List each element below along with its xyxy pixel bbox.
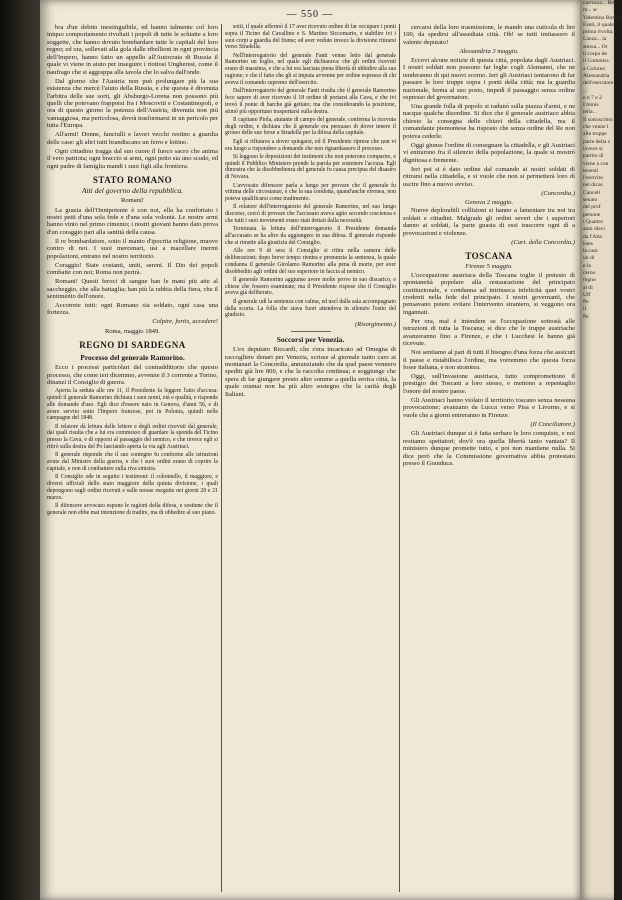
strip-text-line: Uff [583,291,591,298]
paragraph: Il re bombardatore, sotto il manto d'ipocrita religione, muove contro di noi. I suoi mercenari, usi a macellare inermi popolazioni, entrano nel nostro territorio. [47,237,218,260]
paragraph: Il Consiglio ode in seguito i testimoni: il colonnello, il maggiore, e diversi ufficiali dello stato maggiore della quinta divisione, i quali depongono sugli ordini ricevuti e sulle mosse eseguite nei giorni 20 e 21 marzo. [47,474,218,501]
strip-text-line: Cancell [583,189,601,196]
paragraph: Dall'interrogatorio del generale Fanti risulta che il generale Ramorino fece sapere di aver ricevuto il 18 ordine di portarsi alla Cava, e che ivi trovò il ponte di barche già gettato; ma che considerando la posizione, stimò più opportuno trasportarsi sulla destra. [225,88,396,115]
strip-text-line: invece si [583,145,603,152]
strip-text-line: I minis [583,102,599,109]
section-heading-toscana: TOSCANA [465,251,513,262]
article-signature: (Risorgimento.) [354,320,396,328]
strip-text-line: l'esercito [583,175,603,182]
strip-text-line: Alessandria [583,72,610,79]
paragraph: Alle ore 9 di sera il Consiglio si ritira nella camera delle deliberazioni; dopo breve tempo rientra e pronunzia la sentenza, la quale condanna il generale Girolamo Ramorino alla pena di morte, per aver disobbedito agli ordini del suo superiore in faccia al nemico. [225,248,396,275]
salutation: Romani! [121,197,144,205]
strip-text-line: ... [583,87,588,94]
paragraph: Gli Austriaci hanno violato il territorio toscano senza nessuna provocazione; avanzano da Lucca verso Pisa e Livorno, e si vuole che a giorni entreranno in Firenze. [403,396,575,419]
strip-text-line: istes [583,240,593,247]
paragraph: Nell'interrogatorio del generale Fanti venne letto dal generale Ramorino un foglio, nel quale egli dichiarava: che gli ordini ricevuti erano di massima, e che a lui era lasciata piena libertà di ubbidire alla sua ragione; e che il fatto che gli si imputa avvenne per ordine espresso di chi aveva il comando supremo dell'esercito. [225,52,396,86]
column-1 [47,24,218,892]
strip-text-line: Lanza... la [583,36,607,43]
paragraph: Eccovi alcune notizie di questa città, popolata dagli Austriaci. I nostri soldati non possono far leghe cogli Alemanni, che ne tenderanno di qui nuovi scorno. Ieri gli Austriaci tentarono di far passare le loro truppe sopra i ponti della città; ma la guardia nazionale, ferma al suo posto, impedì il passaggio senza ordine espresso del governatore. [403,56,575,102]
strip-text-line: un di [583,255,595,262]
paragraph: Oggi, sull'invasione austriaca, tutto compromettono il prestigio dei Toscani a loro stesso, e mettono a repentaglio l'onore del nostro paese. [403,373,575,395]
strip-text-line: regno [583,277,596,284]
strip-text-line: senato [583,197,598,204]
column-3 [403,24,575,892]
strip-text-line: da l'Alta [583,233,602,240]
strip-text-line: tenenti [583,167,599,174]
strip-text-line: alle truppe [583,131,607,138]
strip-text-line: al di [583,284,593,291]
strip-text-line: carrozza... Bro [583,0,616,6]
article-signature: (Cart. della Concordia.) [511,238,575,246]
paragraph: La grazia dell'Onnipotente è con noi, ella ha confortato i nostri petti d'una sola fede e d'una sola volontà. Le nostre armi hanno vinto nel primo cimento; i nostri giovani hanno dato prova d'un coraggio pari alla santità della causa. [47,206,218,236]
strip-text-line: il [583,306,587,313]
strip-text-line: a Colorno [583,65,606,72]
column-2 [225,24,396,892]
article-signature: (Il Conciliatore.) [530,420,575,428]
paragraph: bra d'un debito inestinguibile, ed hanno talmente col loro iniquo comportamento rivoltati i popoli di tutte le schiatte a loro soggette, che hanno dovuto bombardare tutte le capitali del loro regno; ed ora, sollevati alla gola dalle ribellioni in ogni provincia dell'Impero, hanno fatto un appello all'Autocrata di Russia il quale vi viene in aiuto per inseguire i riottosi Ungheresi, come il naufrago che si aggrappa alla tavola che lo salva dall'onde. [47,24,218,76]
separator-rule [291,331,331,332]
paragraph: Il capitano Piola, aiutante di campo del generale, conferma la ricevuta degli ordini, e dichiara che il generale era persuaso di dover tenere il grosso delle sue forze a Stradella per la difesa della capitale. [225,116,396,137]
strip-text-line: che venne l [583,124,609,131]
strip-text-line: e n 7 e 2 [583,94,602,101]
paragraph: Nuove deplorabili collisioni si hanno a lamentare tra noi tra soldati e cittadini. Malgrado gli ordini severi che i superiori danno ai soldati, la parte guasta di essi trascorre ogni dì a provocazioni e violenze. [403,207,575,237]
strip-text-line: Fanti, il quale [583,21,614,28]
strip-text-line: cerno [583,269,596,276]
strip-text-line: viene a con [583,160,609,167]
paragraph: Romani! Questi feroci di sangue han le mani più atte al saccheggio, che alla battaglia; han più la rabbia della fiera, che il sentimento dell'onore. [47,278,218,301]
strip-text-line: partito di [583,153,604,160]
strip-text-line: anni dieci [583,226,605,233]
paragraph: Una grande folla di popolo si radunò sulla piazza d'armi, e ne nacque qualche disordine. Si dice che il generale austriaco abbia chiesto la consegna delle chiavi della cittadella, ma il comandante piemontese ha risposto che senza ordine del Re non poteva cederle. [403,103,575,140]
column-divider-1 [221,24,222,892]
paragraph: Coraggio! Siate costanti, uniti, sereni. Il Dio dei popoli combatte con noi; Roma non perirà. [47,261,218,277]
paragraph: Il generale udì la sentenza con calma, ed uscì dalla sala accompagnato dalla scorta. La folla che stava fuori attendeva in silenzio l'esito del giudizio. [225,298,396,319]
strip-text-line: Pe [583,313,589,320]
paragraph: Dal giorno che l'Austria non può prolungare più la sua esistenza che mercè l'aiuto della Russia, e che questa è divenuta l'arbitra delle sue sorti, gli Absburgo-Lorena non possono più quelli che potevano frapporsi fra i Moscoviti e Costantinopoli, e ora di questo giorno la potenza dell'Austria, divenuta non più vantaggiosa, ma pericolosa, dovrà trasformarsi in un pericolo per tutta l'Europa. [47,77,218,130]
strip-text-line: parte della s [583,138,611,145]
paragraph: Terminata la lettura dell'interrogatorio il Presidente domanda all'accusato se ha altro da aggiungere in sua difesa. Il generale risponde che si rimette alla giustizia del Consiglio. [225,226,396,246]
paragraph: Il relatore dell'interrogatorio del generale Ramorino, nel suo lungo discorso, cercò di provare che l'accusato aveva agito secondo coscienza e che tutti i suoi movimenti erano stati dettati dalla necessità. [225,204,396,225]
proclamation-motto: Colpire, fortis, accedere! [152,318,218,326]
paragraph: Ogni cittadino tragga dal suo cuore il fuoco sacro che anima il vero patriota; ogni braccio si armi, ogni petto sia uno scudo, ed ogni padre di famiglia mandi i suoi figli alla frontiera. [47,147,218,170]
paragraph: Il relatore dà lettura delle lettere e degli ordini ricevuti dal generale, dai quali risulta che a lui era commesso di guardare la sponda del Ticino presso la Cava, e di opporsi al passaggio del nemico, e che invece egli si ritirò sulla destra del Po lasciando aperta la via agli Austriaci. [47,423,218,451]
subheading-atti: Atti del governo della repubblica. [81,186,184,196]
newspaper-page [40,0,580,900]
paragraph: cercarsi della loro trasmissione, le mando una cuticula di lire 100, da spedirsi all'assediata città. Oh! se tutti imitassero il valente deputato! [403,24,575,46]
page-number: — 550 — [286,9,334,20]
paragraph: L'ex deputato Riccardi, che s'era incaricato ad Omegna di raccogliere denari per Venezia, scrisse al giornale tanto caro ai montanari la Concordia, annunziando che da quel paese vennero spediti già lire 800, e che la raccolta continua; e soggiunge che spera di far giungere presto altre somme a quella eroica città, la quale oramai non ha più altro sostegno che la carità degli Italiani. [225,346,396,398]
strip-text-line: tella... [583,109,597,116]
strip-text-line: prima rivolta. [583,29,614,36]
strip-text-line: i Quattro [583,218,604,225]
paragraph: Noi sentiamo al pari di tutti il bisogno d'una forza che assicuri il paese e ristabilisca l'ordine, ma vorremmo che questa forza fosse italiana, e non straniera. [403,349,575,372]
book-binding-gutter [0,0,40,900]
strip-text-line: la cam [583,248,598,255]
paragraph: Il generale Ramorino aggiunse avere molte prove in suo discarico, e chiese che fossero esaminate; ma il Presidente rispose che il Consiglio aveva già deliberato. [225,276,396,297]
strip-text-line: re... sc [583,7,598,14]
subheading-soccorsi: Soccorsi per Venezia. [276,335,345,345]
adjacent-page-strip [580,0,622,900]
paragraph: L'avvocato difensore parla a lungo per provare che il generale fu vittima delle circostanze, e che la sua condotta, quand'anche erronea, non poteva qualificarsi come tradimento. [225,182,396,203]
strip-text-line: persone [583,211,601,218]
paragraph: Il generale risponde che il suo contegno fu conforme alle istruzioni avute dal Ministro della guerra, e che i suoi ordini erano di coprire la capitale, e non di combattere sulla riva sinistra. [47,452,218,472]
strip-text-line: Valentino Bomba [583,14,622,21]
strip-text-line: il corpo de [583,51,607,58]
section-heading-regno-sardegna: REGNO DI SARDEGNA [79,340,186,351]
paragraph: Ecco i processi particolari del contraddittorio che questo processo, che come ieri dicemmo, avvenne il 3 corrente a Torino, dinanzi il Consiglio di guerra. [47,364,218,387]
dateline: Firenze 5 maggio. [465,263,513,271]
paragraph: Accorrete tutti: ogni Romano sia soldato, ogni casa una fortezza. [47,302,218,317]
paragraph: L'occupazione austriaca della Toscana toglie il pretesto di spontaneità popolare alla restaurazione del principato costituzionale, e condanna ad intrinseca infelicità quei vostri credenti nella fede del principato. I nostri governanti, che pensavano potere evitare l'intervento straniero, si veggono ora ingannati. [403,271,575,316]
paragraph: Aperta la seduta alle ore 11, il Presidente fa leggere l'atto d'accusa: quindi il generale Ramorino dichiara i suoi nomi, età e qualità, e risponde alle domande d'uso. Egli dice d'essere nato in Genova, d'anni 56, e di avere servito sotto l'Impero francese, poi in Polonia, quindi nelle campagne del 1848. [47,388,218,422]
paragraph: Oggi giunse l'ordine di consegnare la cittadella, e gli Austriaci vi entrarono fra il silenzio della popolazione, la quale si mostrò dignitosa e fremente. [403,141,575,164]
strip-text-line: e la [583,262,591,269]
strip-text-line: Pe [583,299,589,306]
paragraph: sotti, il quale affermò il 17 aver ricevuto ordine di far occupare i ponti sopra il Ticino dal Cavallino e S. Martino Siccomario, e stabilire ivi i suoi corpi a guardia del fiume; ed aver veduto invece la divisione ritirarsi verso Stradella. [225,24,396,51]
paragraph: Egli si rifiutava a dover spiegarsi, ed il Presidente riprese che non vi era luogo a rispondere a domande che non riguardassero il processo. [225,138,396,152]
paragraph: Ieri poi si è dato ordine dal comando ai nostri soldati di ritirarsi nella cittadella, e si vuole che non si permetterà loro di uscire fino a nuovo avviso. [403,165,575,188]
strip-text-line: dell'esecutore [583,80,614,87]
proclamation-date: Roma, maggio 1849. [105,327,160,335]
strip-text-line: del prof [583,204,601,211]
subheading-processo: Processo del generale Ramorino. [80,353,185,363]
paragraph: Il difensore avvocato espone le ragioni della difesa, e sostiene che il generale non ebbe mai intenzione di tradire, ma di obbedire al suo piano. [47,502,218,516]
paragraph: Gli Austriaci dunque si è fatta serbare le loro conquiste, e noi restiamo spettatori; dov'è ora quella libertà tanto vantata? Il ministero dunque promette tutto, e poi non mantiene nulla. Si dice però che la Commissione governativa abbia protestato presso il Granduca. [403,430,575,468]
dateline: Alessandria 3 maggio. [459,48,519,56]
section-heading-stato-romano: STATO ROMANO [92,175,173,186]
strip-text-line: nel dicas [583,182,603,189]
strip-text-line: il Commiss [583,58,609,65]
paragraph: All'armi! Donne, fanciulli e lavori vecchi restino a guardia delle case: gli altri tutti brandiscano un ferro e lottino. [47,131,218,146]
strip-text-line: Il sottoscritto [583,116,613,123]
paragraph: Per ora, mal è intendere se l'occupazione sottostà alle istruzioni di tutta la Toscana; si dice che le truppe austriache avanzeranno fino a Firenze, e che i Lucchesi le hanno già ricevute. [403,317,575,348]
article-signature: (Concordia.) [541,189,575,197]
column-divider-2 [399,24,400,892]
paragraph: Si leggono le deposizioni dei testimoni che non poterono comparire, e quindi il Pubblico Ministero prende la parola per sostenere l'accusa. Egli dimostra che la disobbedienza del generale fu causa precipua del disastro di Novara. [225,153,396,181]
strip-text-line: stessa... Or [583,43,608,50]
dateline: Genova 2 maggio. [464,198,514,206]
